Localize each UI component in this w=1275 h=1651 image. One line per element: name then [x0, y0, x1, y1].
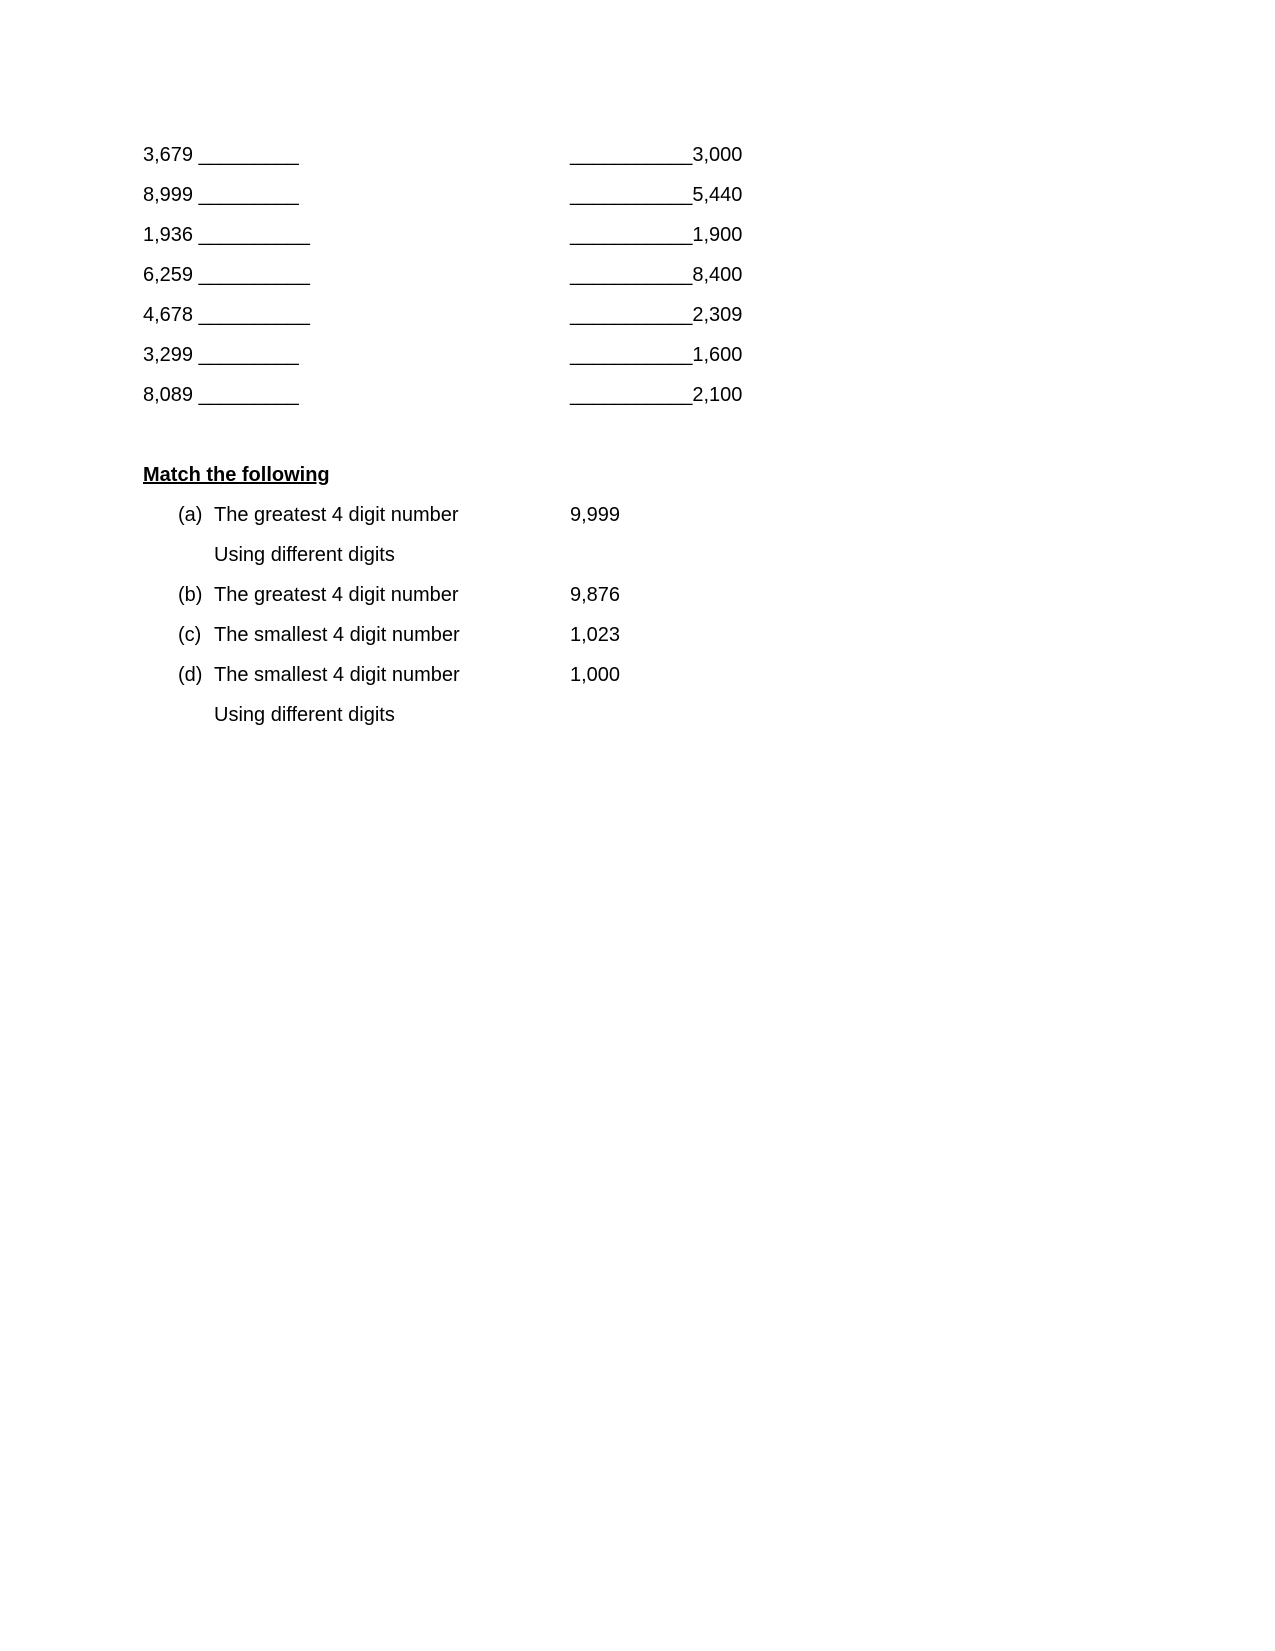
left-blank[interactable]: __________ — [198, 224, 310, 246]
left-number: 4,678 — [143, 304, 194, 326]
right-blank[interactable]: ___________ — [570, 384, 693, 406]
left-row-1 — [143, 143, 299, 167]
item-d-text: The smallest 4 digit number — [214, 664, 460, 686]
right-blank[interactable]: ___________ — [570, 264, 693, 286]
left-blank[interactable]: __________ — [198, 304, 310, 326]
right-row-7 — [570, 383, 742, 407]
item-c-marker: (c) — [178, 624, 202, 646]
right-number: 2,309 — [692, 304, 743, 326]
item-b-text: The greatest 4 digit number — [214, 584, 459, 606]
left-blank[interactable]: __________ — [198, 264, 310, 286]
item-d-continuation: Using different digits — [214, 704, 395, 726]
left-number: 1,936 — [143, 224, 194, 246]
right-blank[interactable]: ___________ — [570, 344, 693, 366]
item-b-answer: 9,876 — [570, 584, 621, 606]
right-blank[interactable]: ___________ — [570, 184, 693, 206]
item-c-answer: 1,023 — [570, 624, 621, 646]
right-number: 2,100 — [692, 384, 743, 406]
left-blank[interactable]: _________ — [198, 184, 299, 206]
right-row-5 — [570, 303, 742, 327]
right-row-2 — [570, 183, 742, 207]
item-a-text: The greatest 4 digit number — [214, 504, 459, 526]
item-a-continuation: Using different digits — [214, 544, 395, 566]
right-row-1 — [570, 143, 742, 167]
right-number: 3,000 — [692, 144, 743, 166]
left-row-3 — [143, 223, 310, 247]
left-row-4 — [143, 263, 310, 287]
item-d-marker: (d) — [178, 664, 203, 686]
item-a-marker: (a) — [178, 504, 203, 526]
left-number: 6,259 — [143, 264, 194, 286]
right-number: 8,400 — [692, 264, 743, 286]
left-row-6 — [143, 343, 299, 367]
left-blank[interactable]: _________ — [198, 384, 299, 406]
right-blank[interactable]: ___________ — [570, 224, 693, 246]
right-number: 5,440 — [692, 184, 743, 206]
right-row-6 — [570, 343, 742, 367]
left-number: 3,299 — [143, 344, 194, 366]
right-number: 1,900 — [692, 224, 743, 246]
item-b-marker: (b) — [178, 584, 203, 606]
left-blank[interactable]: _________ — [198, 144, 299, 166]
right-number: 1,600 — [692, 344, 743, 366]
left-row-5 — [143, 303, 310, 327]
item-d-answer: 1,000 — [570, 664, 621, 686]
left-row-2 — [143, 183, 299, 207]
left-number: 3,679 — [143, 144, 194, 166]
right-blank[interactable]: ___________ — [570, 144, 693, 166]
item-c-text: The smallest 4 digit number — [214, 624, 460, 646]
right-blank[interactable]: ___________ — [570, 304, 693, 326]
item-a-answer: 9,999 — [570, 504, 621, 526]
match-heading: Match the following — [143, 464, 330, 486]
right-row-4 — [570, 263, 742, 287]
left-blank[interactable]: _________ — [198, 344, 299, 366]
left-number: 8,089 — [143, 384, 194, 406]
left-row-7 — [143, 383, 299, 407]
right-row-3 — [570, 223, 742, 247]
left-number: 8,999 — [143, 184, 194, 206]
